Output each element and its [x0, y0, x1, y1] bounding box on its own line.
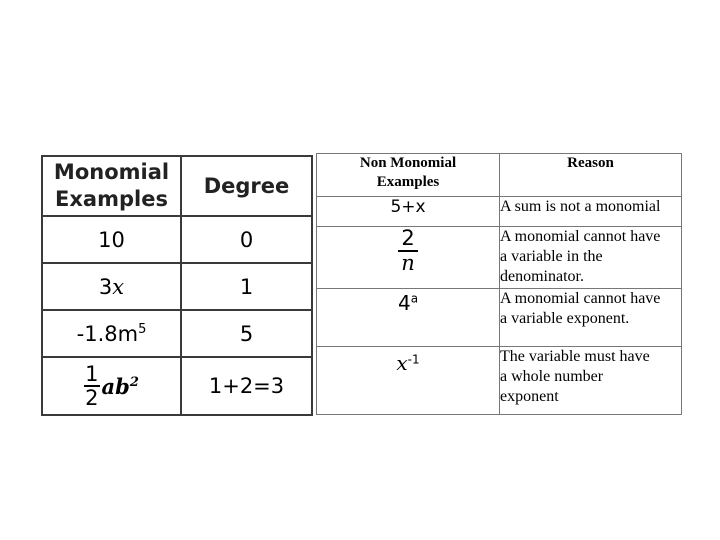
header-line: Examples [376, 174, 440, 190]
numerator: 2 [398, 227, 417, 252]
term-base: 4 [397, 291, 411, 315]
table-row [317, 289, 682, 347]
reason-line: a variable exponent. [500, 310, 630, 327]
coefficient: 3 [98, 274, 113, 299]
example-cell [42, 310, 181, 357]
table-row [317, 347, 682, 415]
numerator: 1 [85, 362, 99, 386]
reason-line: A monomial cannot have [500, 290, 661, 307]
table-row [42, 357, 312, 415]
table-row [42, 263, 312, 310]
reason-cell [500, 227, 682, 289]
degree-cell: 1 [181, 263, 312, 310]
table-row [317, 227, 682, 289]
variables [102, 374, 139, 399]
fraction [84, 363, 99, 409]
denominator: 2 [85, 386, 99, 410]
example-cell: 10 [42, 216, 181, 263]
exponent: -1 [407, 352, 420, 367]
reason-line: The variable must have [500, 348, 650, 365]
example-cell: 5+x [317, 197, 500, 227]
degree-cell: 5 [181, 310, 312, 357]
variable: x [396, 351, 408, 375]
table-row [42, 216, 312, 263]
header-line: Examples [55, 187, 168, 211]
exponent: a [410, 291, 419, 306]
denominator: n [401, 251, 415, 275]
monomial-examples-table [41, 155, 313, 416]
header-monomial-examples [42, 156, 181, 216]
table-row [317, 197, 682, 227]
reason-cell [500, 347, 682, 415]
example-cell [317, 289, 500, 347]
header-line: Non Monomial [359, 155, 457, 171]
term-base: -1.8m [76, 321, 139, 346]
header-degree: Degree [181, 156, 312, 216]
fraction [398, 227, 417, 275]
table-row [42, 310, 312, 357]
degree-cell: 0 [181, 216, 312, 263]
reason-line: a variable in the [500, 248, 603, 265]
reason-cell [500, 289, 682, 347]
reason-line: denominator. [500, 268, 584, 285]
reason-line: exponent [500, 388, 559, 405]
example-cell [42, 263, 181, 310]
example-cell [317, 347, 500, 415]
variable-letters: ab [101, 373, 130, 399]
variable: x [112, 274, 125, 299]
example-cell [42, 357, 181, 415]
example-cell [317, 227, 500, 289]
exponent: 5 [138, 321, 147, 337]
header-non-monomial-examples [317, 154, 500, 197]
exponent: 2 [129, 374, 139, 390]
reason-line: A sum is not a monomial [500, 198, 661, 215]
non-monomial-examples-table [316, 153, 682, 415]
reason-cell [500, 197, 682, 227]
header-line: Monomial [53, 160, 170, 184]
degree-cell: 1+2=3 [181, 357, 312, 415]
reason-line: a whole number [500, 368, 604, 385]
header-reason: Reason [500, 154, 682, 197]
reason-line: A monomial cannot have [500, 228, 661, 245]
